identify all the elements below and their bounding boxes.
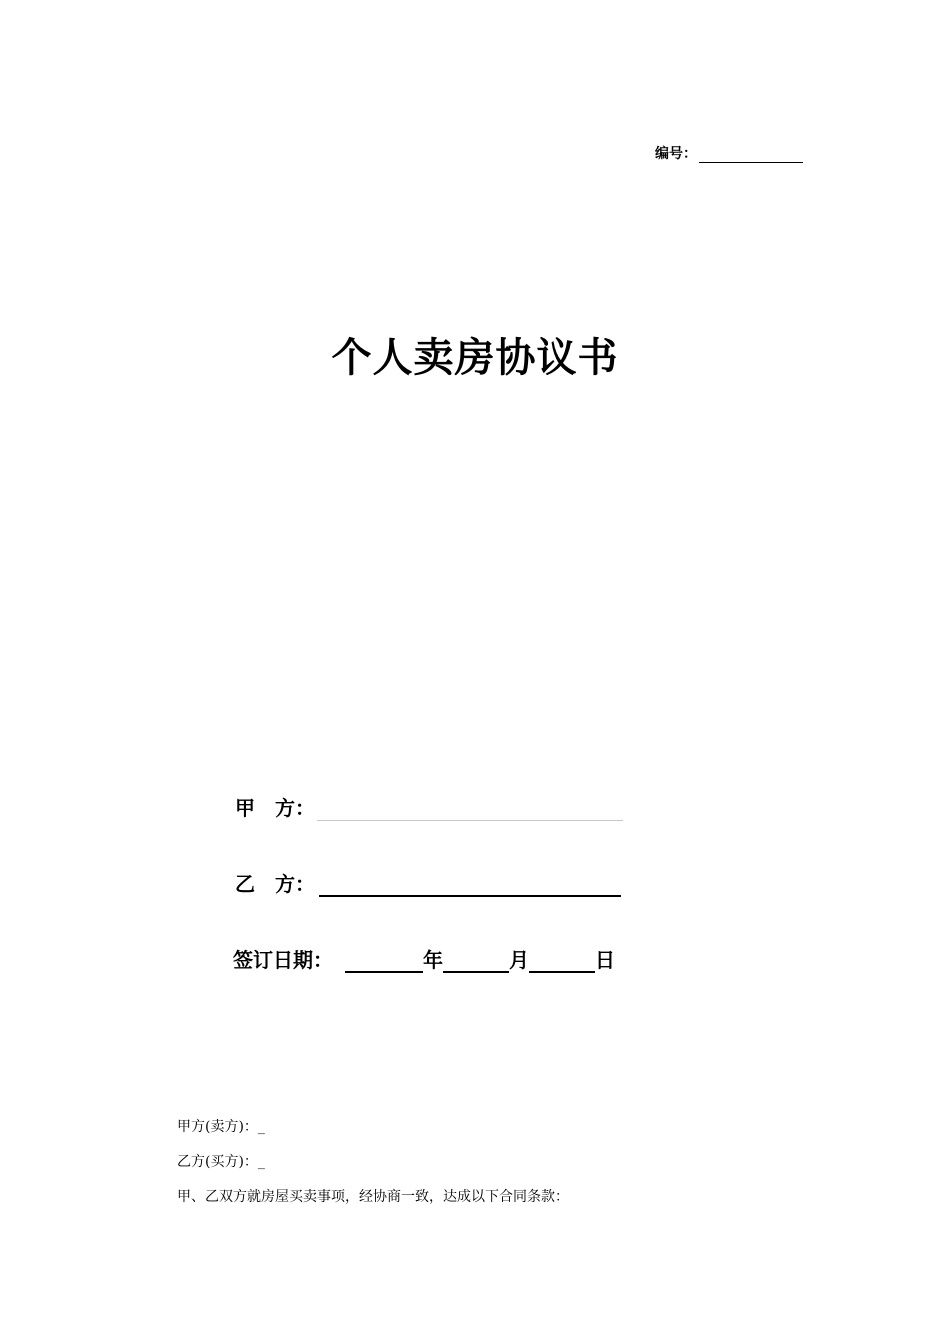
party-b-label: 乙 方： xyxy=(235,872,315,896)
sign-date-label: 签订日期： xyxy=(233,948,333,972)
serial-number-blank[interactable] xyxy=(699,148,803,163)
sign-year-label: 年 xyxy=(423,948,443,972)
sign-year-blank[interactable] xyxy=(345,951,423,973)
sign-date-field xyxy=(233,944,615,973)
serial-number-field xyxy=(655,143,803,163)
sign-month-blank[interactable] xyxy=(443,951,509,973)
party-a-label: 甲 方： xyxy=(235,796,315,820)
intro-line: 甲、乙双方就房屋买卖事项，经协商一致，达成以下合同条款： xyxy=(177,1189,569,1205)
document-title: 个人卖房协议书 xyxy=(331,334,619,381)
sign-day-label: 日 xyxy=(595,948,615,972)
sign-month-label: 月 xyxy=(509,948,529,972)
party-b-field xyxy=(235,868,621,897)
party-b-blank[interactable] xyxy=(319,875,621,897)
party-a-blank[interactable] xyxy=(317,800,623,821)
sign-day-blank[interactable] xyxy=(529,951,595,973)
seller-line: 甲方(卖方)：_ xyxy=(177,1119,265,1135)
serial-number-label: 编号： xyxy=(655,146,697,162)
party-a-field xyxy=(235,792,623,821)
buyer-line: 乙方(买方)：_ xyxy=(177,1154,265,1170)
